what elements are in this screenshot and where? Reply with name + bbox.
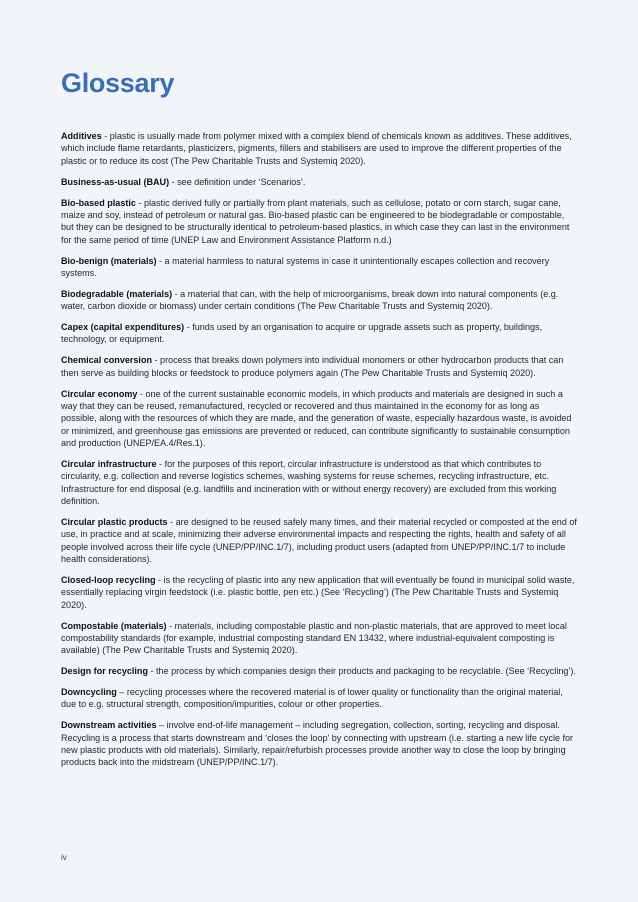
glossary-definition: – involve end-of-life management – including segregation, collection, sorting, recycling and disposal. Recycling is a process that starts downstream and ‘closes the loop’ by connecting with upstream (i.e. starting a new life cycle for new plastic products with old materials). Similarly, repair/refurbish processes provide another way to close the loop by bringing products back into the midstream (UNEP/PP/INC.1/7). (61, 720, 574, 768)
glossary-term: Design for recycling (61, 666, 148, 677)
glossary-definition: - plastic is usually made from polymer mixed with a complex blend of chemicals known as additives. These additives, which include flame retardants, plasticizers, pigments, fillers and stabilisers are used to improve the different properties of the plastic or to reduce its cost (The Pew Charitable Trusts and Systemiq 2020). (61, 131, 572, 166)
glossary-definition: - the process by which companies design their products and packaging to be recyclable. (See ‘Recycling’). (147, 666, 576, 677)
glossary-list (61, 130, 577, 777)
glossary-term: Business-as-usual (BAU) (61, 176, 170, 187)
glossary-definition: - materials, including compostable plastic and non-plastic materials, that are approved to meet local compostability standards (for example, industrial composting standard EN 13432, where industrial-equivalent composting is available) (The Pew Charitable Trusts and Systemiq 2020). (61, 620, 567, 656)
glossary-term: Biodegradable (materials) (61, 288, 173, 299)
glossary-definition: - a material that can, with the help of microorganisms, break down into natural components (e.g. water, carbon dioxide or biomass) under certain conditions (The Pew Charitable Trusts and Systemiq 2020). (61, 288, 559, 312)
glossary-term: Capex (capital expenditures) (61, 322, 185, 333)
glossary-entry-circular-economy (61, 388, 577, 450)
glossary-term: Downstream activities (61, 720, 157, 731)
glossary-entry-downstream-activities (61, 719, 577, 768)
glossary-definition: - are designed to be reused safely many times, and their material recycled or composted at the end of use, in practice and at scale, minimizing their adverse environmental impacts and respecting the rights, health and safety of all people involved across their life cycle (UNEP/PP/INC.1/7), including product users (adapted from UNEP/PP/INC.1/7 to include health considerations). (61, 516, 577, 564)
glossary-term: Bio-based plastic (61, 197, 136, 208)
glossary-definition: - one of the current sustainable economic models, in which products and materials are designed in such a way that they can be reused, remanufactured, recycled or recovered and thus maintained in the economy for as long as possible, along with the resources of which they are made, and the generation of waste, especially hazardous waste, is avoided or minimized, and greenhouse gas emissions are prevented or reduced, can contribute significantly to sustainable consumption and production (UNEP/EA.4/Res.1). (61, 388, 572, 449)
glossary-entry-bio-benign (61, 255, 577, 280)
glossary-entry-additives (61, 130, 577, 167)
glossary-entry-closed-loop-recycling (61, 574, 577, 611)
glossary-entry-circular-infrastructure (61, 458, 577, 507)
glossary-definition: - is the recycling of plastic into any new application that will eventually be found in municipal solid waste, essentially replacing virgin feedstock (i.e. plastic bottle, pen etc.) (See ‘Recycling’) (The Pew Charitable Trusts and Systemiq 2020). (61, 574, 575, 610)
glossary-term: Bio-benign (materials) (61, 255, 157, 266)
glossary-definition: - process that breaks down polymers into individual monomers or other hydrocarbon products that can then serve as building blocks or feedstock to produce polymers again (The Pew Charitable Trusts and Systemiq 2020). (61, 355, 564, 378)
glossary-definition: - plastic derived fully or partially from plant materials, such as cellulose, potato or corn starch, sugar cane, maize and soy, instead of petroleum or natural gas. Bio-based plastic can be engineered to be biodegradable or compostable, but they can be designed to be structurally identical to petroleum-based plastics, in which case they can last in the environment for the same period of time (UNEP Law and Environment Assistance Platform n.d.) (61, 197, 570, 245)
glossary-entry-bio-based-plastic (61, 197, 577, 246)
glossary-entry-circular-plastic-products (61, 516, 577, 565)
page-number: iv (61, 853, 67, 862)
glossary-term: Downcycling (61, 687, 117, 698)
glossary-entry-bau (61, 176, 577, 188)
glossary-entry-design-for-recycling (61, 665, 577, 677)
glossary-term: Compostable (materials) (61, 620, 167, 631)
glossary-entry-chemical-conversion (61, 354, 577, 379)
glossary-definition: - a material harmless to natural systems in case it unintentionally escapes collection and recovery systems. (61, 255, 550, 278)
glossary-term: Additives (61, 131, 102, 141)
glossary-definition: - for the purposes of this report, circular infrastructure is understood as that which contributes to circularity, e.g. collection and reverse logistics schemes, washing systems for reuse schemes, recycling infrastructure, etc. Infrastructure for end disposal (e.g. landfills and incineration with or without energy recovery) are excluded from this working definition. (61, 458, 557, 506)
glossary-entry-capex (61, 321, 577, 346)
glossary-term: Circular economy (61, 388, 138, 399)
glossary-definition: - funds used by an organisation to acquire or upgrade assets such as property, buildings, technology, or equipment. (61, 322, 543, 345)
glossary-definition: - see definition under ‘Scenarios’. (169, 176, 306, 187)
glossary-entry-biodegradable (61, 288, 577, 313)
glossary-term: Circular infrastructure (61, 458, 157, 469)
glossary-entry-downcycling (61, 686, 577, 711)
glossary-term: Circular plastic products (61, 516, 168, 527)
glossary-entry-compostable (61, 620, 577, 657)
glossary-definition: – recycling processes where the recovered material is of lower quality or functionality than the original material, due to e.g. structural strength, composition/impurities, colour or other properties. (61, 687, 563, 710)
page-title: Glossary (61, 68, 175, 98)
glossary-term: Closed-loop recycling (61, 574, 156, 585)
glossary-term: Chemical conversion (61, 355, 153, 366)
